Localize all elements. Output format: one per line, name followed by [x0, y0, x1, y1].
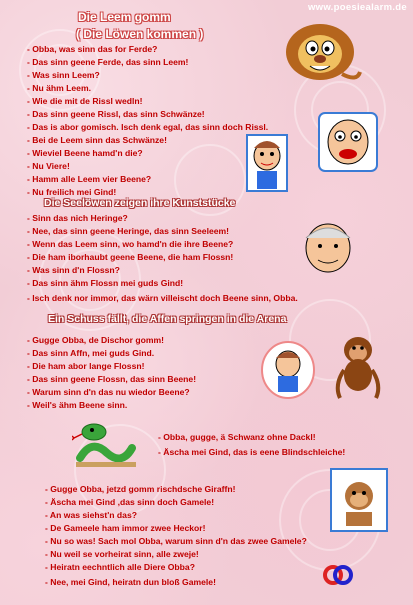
snake-image: [72, 418, 142, 470]
line: - Die ham iborhaubt geene Beene, die ham Flossn!: [27, 252, 234, 262]
line: - Gugge Obba, jetzd gomm rischdsche Giraffn!: [45, 484, 236, 494]
line: - Obba, was sinn das for Ferde?: [27, 44, 158, 54]
line: - Äscha mei Gind, das is eene Blindschleiche!: [158, 447, 346, 457]
line: - Das is abor gomisch. Isch denk egal, das sinn doch Rissl.: [27, 122, 269, 132]
line: - Hamm alle Leem vier Beene?: [27, 174, 152, 184]
line: - Gugge Obba, de Dischor gomm!: [27, 335, 165, 345]
line: - Sinn das nich Heringe?: [27, 213, 128, 223]
camel-image: [330, 468, 388, 532]
line: - Heiratn eechntlich alle Diere Obba?: [45, 562, 195, 572]
line: - Warum sinn d'n das nu wiedor Beene?: [27, 387, 190, 397]
grandpa-image: [318, 112, 378, 172]
line: - Nu weil se vorheirat sinn, alle zweje!: [45, 549, 199, 559]
wedding-rings-icon: [322, 560, 354, 590]
section3-title: Ein Schuss fällt, die Affen springen in die Arena: [48, 313, 287, 325]
line: - Äscha mei Gind ,das sinn doch Gamele!: [45, 497, 215, 507]
monkey-image: [330, 330, 386, 402]
boy-image-2: [260, 340, 316, 400]
line: - Nee, mei Gind, heiratn dun bloß Gamele!: [45, 577, 216, 587]
line: - Die ham abor lange Flossn!: [27, 361, 145, 371]
line: - Nu so was! Sach mol Obba, warum sinn d'n das zwee Gamele?: [45, 536, 307, 546]
line: - Das sinn geene Rissl, das sinn Schwänze!: [27, 109, 205, 119]
line: - Das sinn geene Flossn, das sinn Beene!: [27, 374, 197, 384]
section2-title: Die Seelöwen zeigen ihre Kunststücke: [44, 197, 236, 209]
line: - Obba, gugge, ä Schwanz ohne Dackl!: [158, 432, 316, 442]
line: - Wie die mit de Rissl wedln!: [27, 96, 143, 106]
lion-image: [282, 14, 364, 84]
line: - Das sinn ähm Flossn mei guds Gind!: [27, 278, 184, 288]
line: - De Gameele ham immor zwee Heckor!: [45, 523, 206, 533]
line: - Nu ähm Leem.: [27, 83, 91, 93]
title-line1: Die Leem gomm: [78, 10, 171, 24]
line: - Nee, das sinn geene Heringe, das sinn Seeleem!: [27, 226, 230, 236]
title-line2: ( Die Löwen kommen ): [76, 27, 204, 41]
line: - Was sinn Leem?: [27, 70, 100, 80]
line: - Wieviel Beene hamd'n die?: [27, 148, 143, 158]
line: - Wenn das Leem sinn, wo hamd'n die ihre Beene?: [27, 239, 234, 249]
line: - Das sinn Affn, mei guds Gind.: [27, 348, 155, 358]
line: - Das sinn geene Ferde, das sinn Leem!: [27, 57, 189, 67]
line: - Weil's ähm Beene sinn.: [27, 400, 128, 410]
grandpa-image-2: [300, 220, 356, 278]
line: - An was siehst'n das?: [45, 510, 137, 520]
site-url: www.poesiealarm.de: [307, 2, 407, 13]
line: - Nu Viere!: [27, 161, 70, 171]
line: - Nu freilich mei Gind!: [27, 187, 117, 197]
line: - Bei de Leem sinn das Schwänze!: [27, 135, 167, 145]
line: - Isch denk nor immor, das wärn villeischt doch Beene sinn, Obba.: [27, 293, 298, 303]
line: - Was sinn d'n Flossn?: [27, 265, 120, 275]
boy-image: [246, 134, 288, 192]
